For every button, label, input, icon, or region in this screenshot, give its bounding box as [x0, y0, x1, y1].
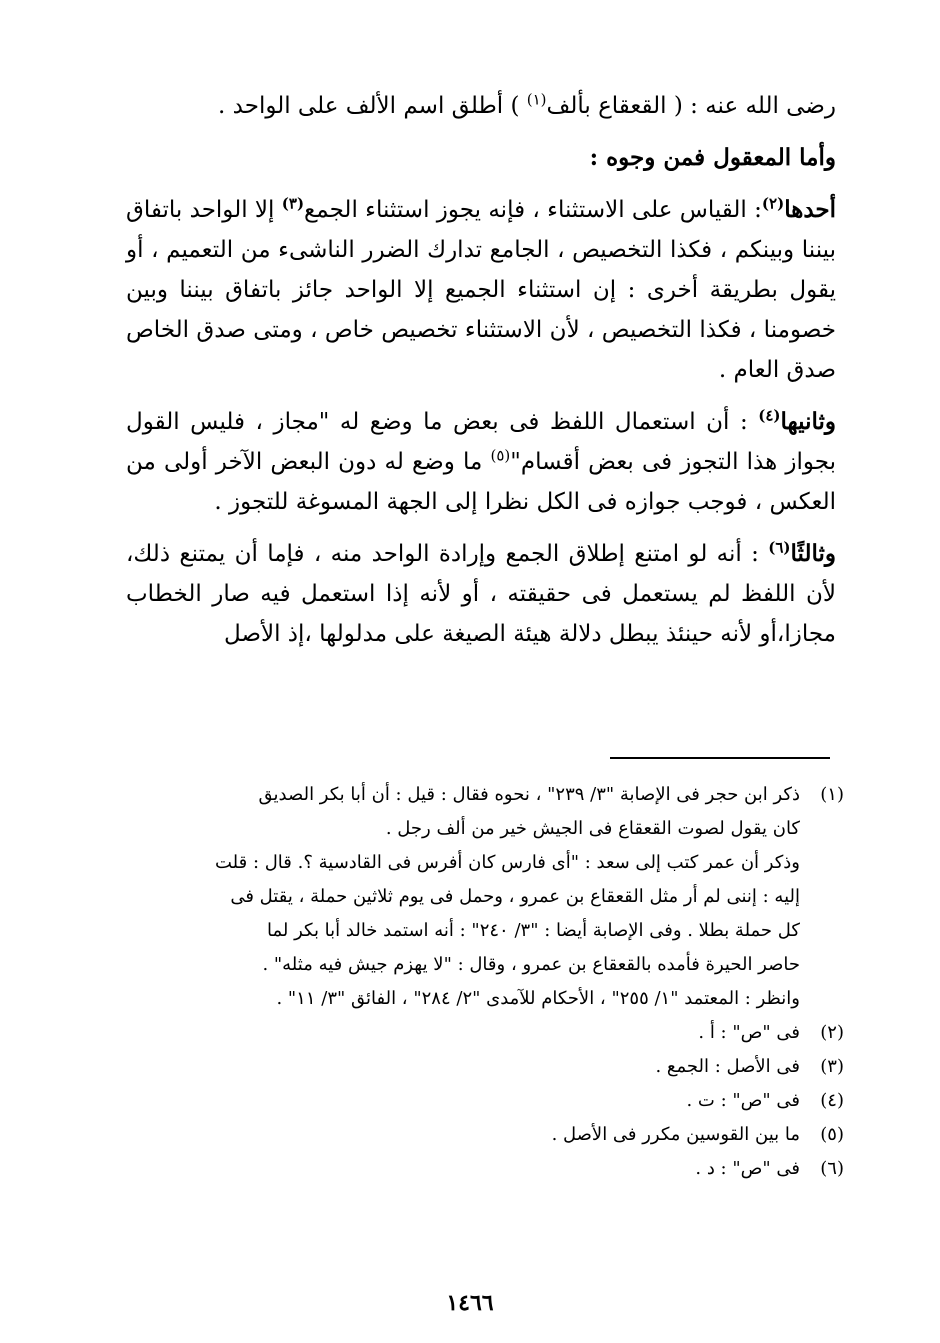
opening-line: [126, 86, 836, 126]
footnote-line: فى "ص" : د .: [695, 1158, 800, 1179]
footnote-line: ذكر ابن حجر فى الإصابة "٣/ ٢٣٩" ، نحوه فقال : قيل : أن أبا بكر الصديق: [258, 784, 800, 805]
footnote: [98, 778, 844, 1016]
main-text: [126, 86, 836, 654]
paragraph-third: [126, 534, 836, 654]
footnote-number: (٤): [820, 1090, 844, 1111]
opening-text-rest: ) أطلق اسم الألف على الواحد .: [218, 93, 527, 119]
paragraph-second-text: : أن استعمال اللفظ فى بعض ما وضع له "مجاز ، فليس القول بجواز هذا التجوز فى بعض أقسام": [126, 409, 836, 475]
footnote-line: حاصر الحيرة فأمده بالقعقاع بن عمرو ، وقال : "لا يهزم جيش فيه مثله" .: [262, 954, 800, 975]
footnote-line: ما بين القوسين مكرر فى الأصل .: [551, 1124, 800, 1145]
footnote-ref-4: (٤): [758, 406, 781, 425]
opening-text: رضى الله عنه : ( القعقاع بألف: [546, 93, 836, 119]
footnote-ref-3: (٣): [281, 194, 305, 213]
footnote-text: [98, 778, 800, 1016]
footnote-number: (١): [820, 784, 844, 805]
footnote-text: [98, 1084, 800, 1118]
footnote-text: [98, 1152, 800, 1186]
footnote-line: فى "ص" : أ .: [698, 1022, 800, 1043]
paragraph-second-text-cont: ما وضع له دون البعض الآخر أولى من العكس ، فوجب جوازه فى الكل نظرا إلى الجهة المسوغة للتجوز .: [126, 449, 836, 515]
paragraph-first: [126, 190, 836, 390]
paragraph-second: [126, 402, 836, 522]
footnote-ref-6: (٦): [768, 538, 791, 557]
footnote-separator: [610, 757, 830, 759]
footnote-number: (٦): [820, 1158, 844, 1179]
footnote: [98, 1016, 844, 1050]
footnotes: [98, 778, 844, 1186]
footnote-number: (٣): [820, 1056, 844, 1077]
footnote-line: وذكر أن عمر كتب إلى سعد : "أى فارس كان أفرس فى القادسية ؟. قال : قلت: [214, 852, 800, 873]
paragraph-second-lead: وثانيها: [780, 408, 836, 435]
footnote-line: كل حملة بطلا . وفى الإصابة أيضا : "٣/ ٢٤٠" : أنه استمد خالد أبا بكر لما: [266, 920, 800, 941]
paragraph-first-text: : القياس على الاستثناء ، فإنه يجوز استثناء الجمع: [304, 197, 762, 223]
footnote-line: كان يقول لصوت القعقاع فى الجيش خير من ألف رجل .: [385, 818, 800, 839]
footnote-ref-2: (٢): [761, 194, 785, 213]
paragraph-third-text: : أنه لو امتنع إطلاق الجمع وإرادة الواحد منه ، فإما أن يمتنع ذلك، لأن اللفظ لم يستعمل فى حقيقته ، أو لأنه إذا استعمل فيه صار الخطاب مجازا،أو لأنه حينئذ يبطل دلالة هيئة الصيغة على مدلولها ،إذ الأصل: [126, 541, 836, 647]
footnote-text: [98, 1050, 800, 1084]
paragraph-third-lead: وثالثًا: [790, 540, 836, 567]
footnote-ref-5: (٥): [490, 446, 511, 465]
footnote-number: (٢): [820, 1022, 844, 1043]
footnote: [98, 1152, 844, 1186]
footnote-line: فى "ص" : ت .: [686, 1090, 800, 1111]
footnote-line: إليه : إننى لم أر مثل القعقاع بن عمرو ، وحمل فى يوم ثلاثين حملة ، يقتل فى: [230, 886, 800, 907]
footnote-ref-1: (١): [526, 90, 547, 109]
section-heading: وأما المعقول فمن وجوه :: [589, 144, 836, 171]
footnote-text: [98, 1016, 800, 1050]
footnote-text: [98, 1118, 800, 1152]
footnote-number: (٥): [820, 1124, 844, 1145]
footnote-line: وانظر : المعتمد "١/ ٢٥٥" ، الأحكام للآمدى "٢/ ٢٨٤" ، الفائق "٣/ ١١" .: [276, 988, 800, 1009]
paragraph-first-text-cont: إلا الواحد باتفاق بيننا وبينكم ، فكذا التخصيص ، الجامع تدارك الضرر الناشىء من التعميم ، أو يقول بطريقة أخرى : إن استثناء الجميع إلا الواحد جائز باتفاق بيننا وبين خصومنا ، فكذا التخصيص ، لأن الاستثناء تخصيص خاص ، ومتى صدق الخاص صدق العام .: [126, 197, 836, 383]
footnote: [98, 1084, 844, 1118]
paragraph-first-lead: أحدها: [784, 196, 837, 223]
footnote: [98, 1050, 844, 1084]
footnote: [98, 1118, 844, 1152]
page-number: ١٤٦٦: [446, 1290, 494, 1316]
footnote-line: فى الأصل : الجمع .: [655, 1056, 800, 1077]
